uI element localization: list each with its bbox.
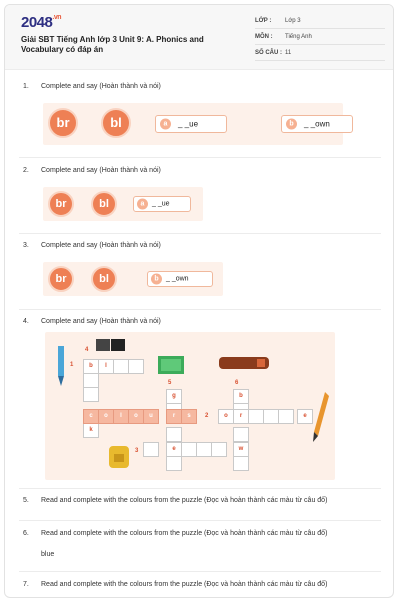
crossword-cell[interactable]: g (166, 389, 182, 404)
schoolbag-icon (105, 440, 133, 470)
header (5, 5, 393, 70)
question-4: 4. Complete and say (Hoàn thành và nói) (23, 318, 161, 325)
clue-number-2: 2 (205, 413, 209, 419)
clue-number-5: 5 (168, 380, 172, 386)
crossword-cell[interactable] (233, 456, 249, 471)
crossword-cell[interactable] (181, 442, 197, 457)
crossword-cell[interactable]: r (233, 409, 249, 424)
question-7: 7. Read and complete with the colours from the puzzle (Đọc và hoàn thành các màu từ câu đố) (23, 581, 328, 588)
crossword-puzzle (45, 332, 335, 480)
meta-subject: MÔN : Tiếng Anh (255, 31, 385, 45)
crossword-cell[interactable] (263, 409, 279, 424)
page-title: Giải SBT Tiếng Anh lớp 3 Unit 9: A. Phonics and Vocabulary có đáp án (21, 35, 204, 54)
question-5: 5. Read and complete with the colours from the puzzle (Đọc và hoàn thành các màu từ câu đố) (23, 497, 328, 504)
question-1: 1. Complete and say (Hoàn thành và nói) (23, 83, 161, 90)
question-2: 2. Complete and say (Hoàn thành và nói) (23, 167, 161, 174)
crossword-cell[interactable]: r (166, 409, 182, 424)
clue-number-3: 3 (135, 448, 139, 454)
crossword-cell[interactable]: w (233, 442, 249, 457)
phonics-circle-bl: bl (101, 108, 131, 138)
crossword-cell[interactable]: e (166, 442, 182, 457)
crossword-cell[interactable] (113, 359, 129, 374)
word-blank-b: b _ _own (147, 271, 213, 287)
clue-number-1: 1 (70, 362, 74, 368)
crossword-cell[interactable] (196, 442, 212, 457)
crossword-cell[interactable]: b (83, 359, 99, 374)
clue-number-4: 4 (85, 347, 89, 353)
phonics-circle-br: br (48, 191, 74, 217)
pencil-case-icon (217, 354, 273, 372)
phonics-circle-bl: bl (91, 266, 117, 292)
pen-icon (55, 346, 67, 386)
crossword-cell[interactable] (83, 373, 99, 388)
crossword-cell[interactable]: b (233, 389, 249, 404)
crossword-cell[interactable]: l (98, 359, 114, 374)
crossword-cell[interactable]: s (181, 409, 197, 424)
crossword-cell[interactable] (128, 359, 144, 374)
crossword-cell[interactable] (143, 442, 159, 457)
crossword-cell[interactable] (83, 387, 99, 402)
phonics-circle-bl: bl (91, 191, 117, 217)
site-logo[interactable] (21, 14, 61, 31)
crossword-cell[interactable] (278, 409, 294, 424)
crossword-cell[interactable] (233, 427, 249, 442)
word-blank-a: a _ _ue (133, 196, 191, 212)
answer-6: blue (41, 551, 55, 558)
crossword-cell[interactable] (211, 442, 227, 457)
crossword-cell[interactable] (166, 456, 182, 471)
question-6: 6. Read and complete with the colours from the puzzle (Đọc và hoàn thành các màu từ câu đố) (23, 530, 328, 537)
crossword-cell[interactable] (166, 427, 182, 442)
crossword-cell[interactable]: e (297, 409, 313, 424)
crossword-cell[interactable]: k (83, 423, 99, 438)
book-icon (157, 354, 187, 376)
phonics-circle-br: br (48, 266, 74, 292)
phonics-circle-br: br (48, 108, 78, 138)
clue-number-6: 6 (235, 380, 239, 386)
crossword-cell[interactable] (248, 409, 264, 424)
crossword-cell[interactable]: c (83, 409, 99, 424)
crossword-cell[interactable]: o (128, 409, 144, 424)
logo-text: 2048 (21, 14, 53, 31)
logo-tld: .vn (52, 14, 61, 21)
meta-grade: LỚP : Lớp 3 (255, 15, 385, 29)
eraser-icon (95, 336, 127, 354)
worksheet (4, 4, 394, 598)
pencil-icon (313, 392, 329, 442)
word-blank-a: a _ _ue (155, 115, 227, 133)
crossword-cell[interactable]: l (113, 409, 129, 424)
crossword-cell[interactable]: o (98, 409, 114, 424)
crossword-cell[interactable]: u (143, 409, 159, 424)
word-blank-b: b _ _own (281, 115, 353, 133)
meta-count: SỐ CÂU : 11 (255, 47, 385, 61)
crossword-cell[interactable]: o (218, 409, 234, 424)
question-3: 3. Complete and say (Hoàn thành và nói) (23, 242, 161, 249)
